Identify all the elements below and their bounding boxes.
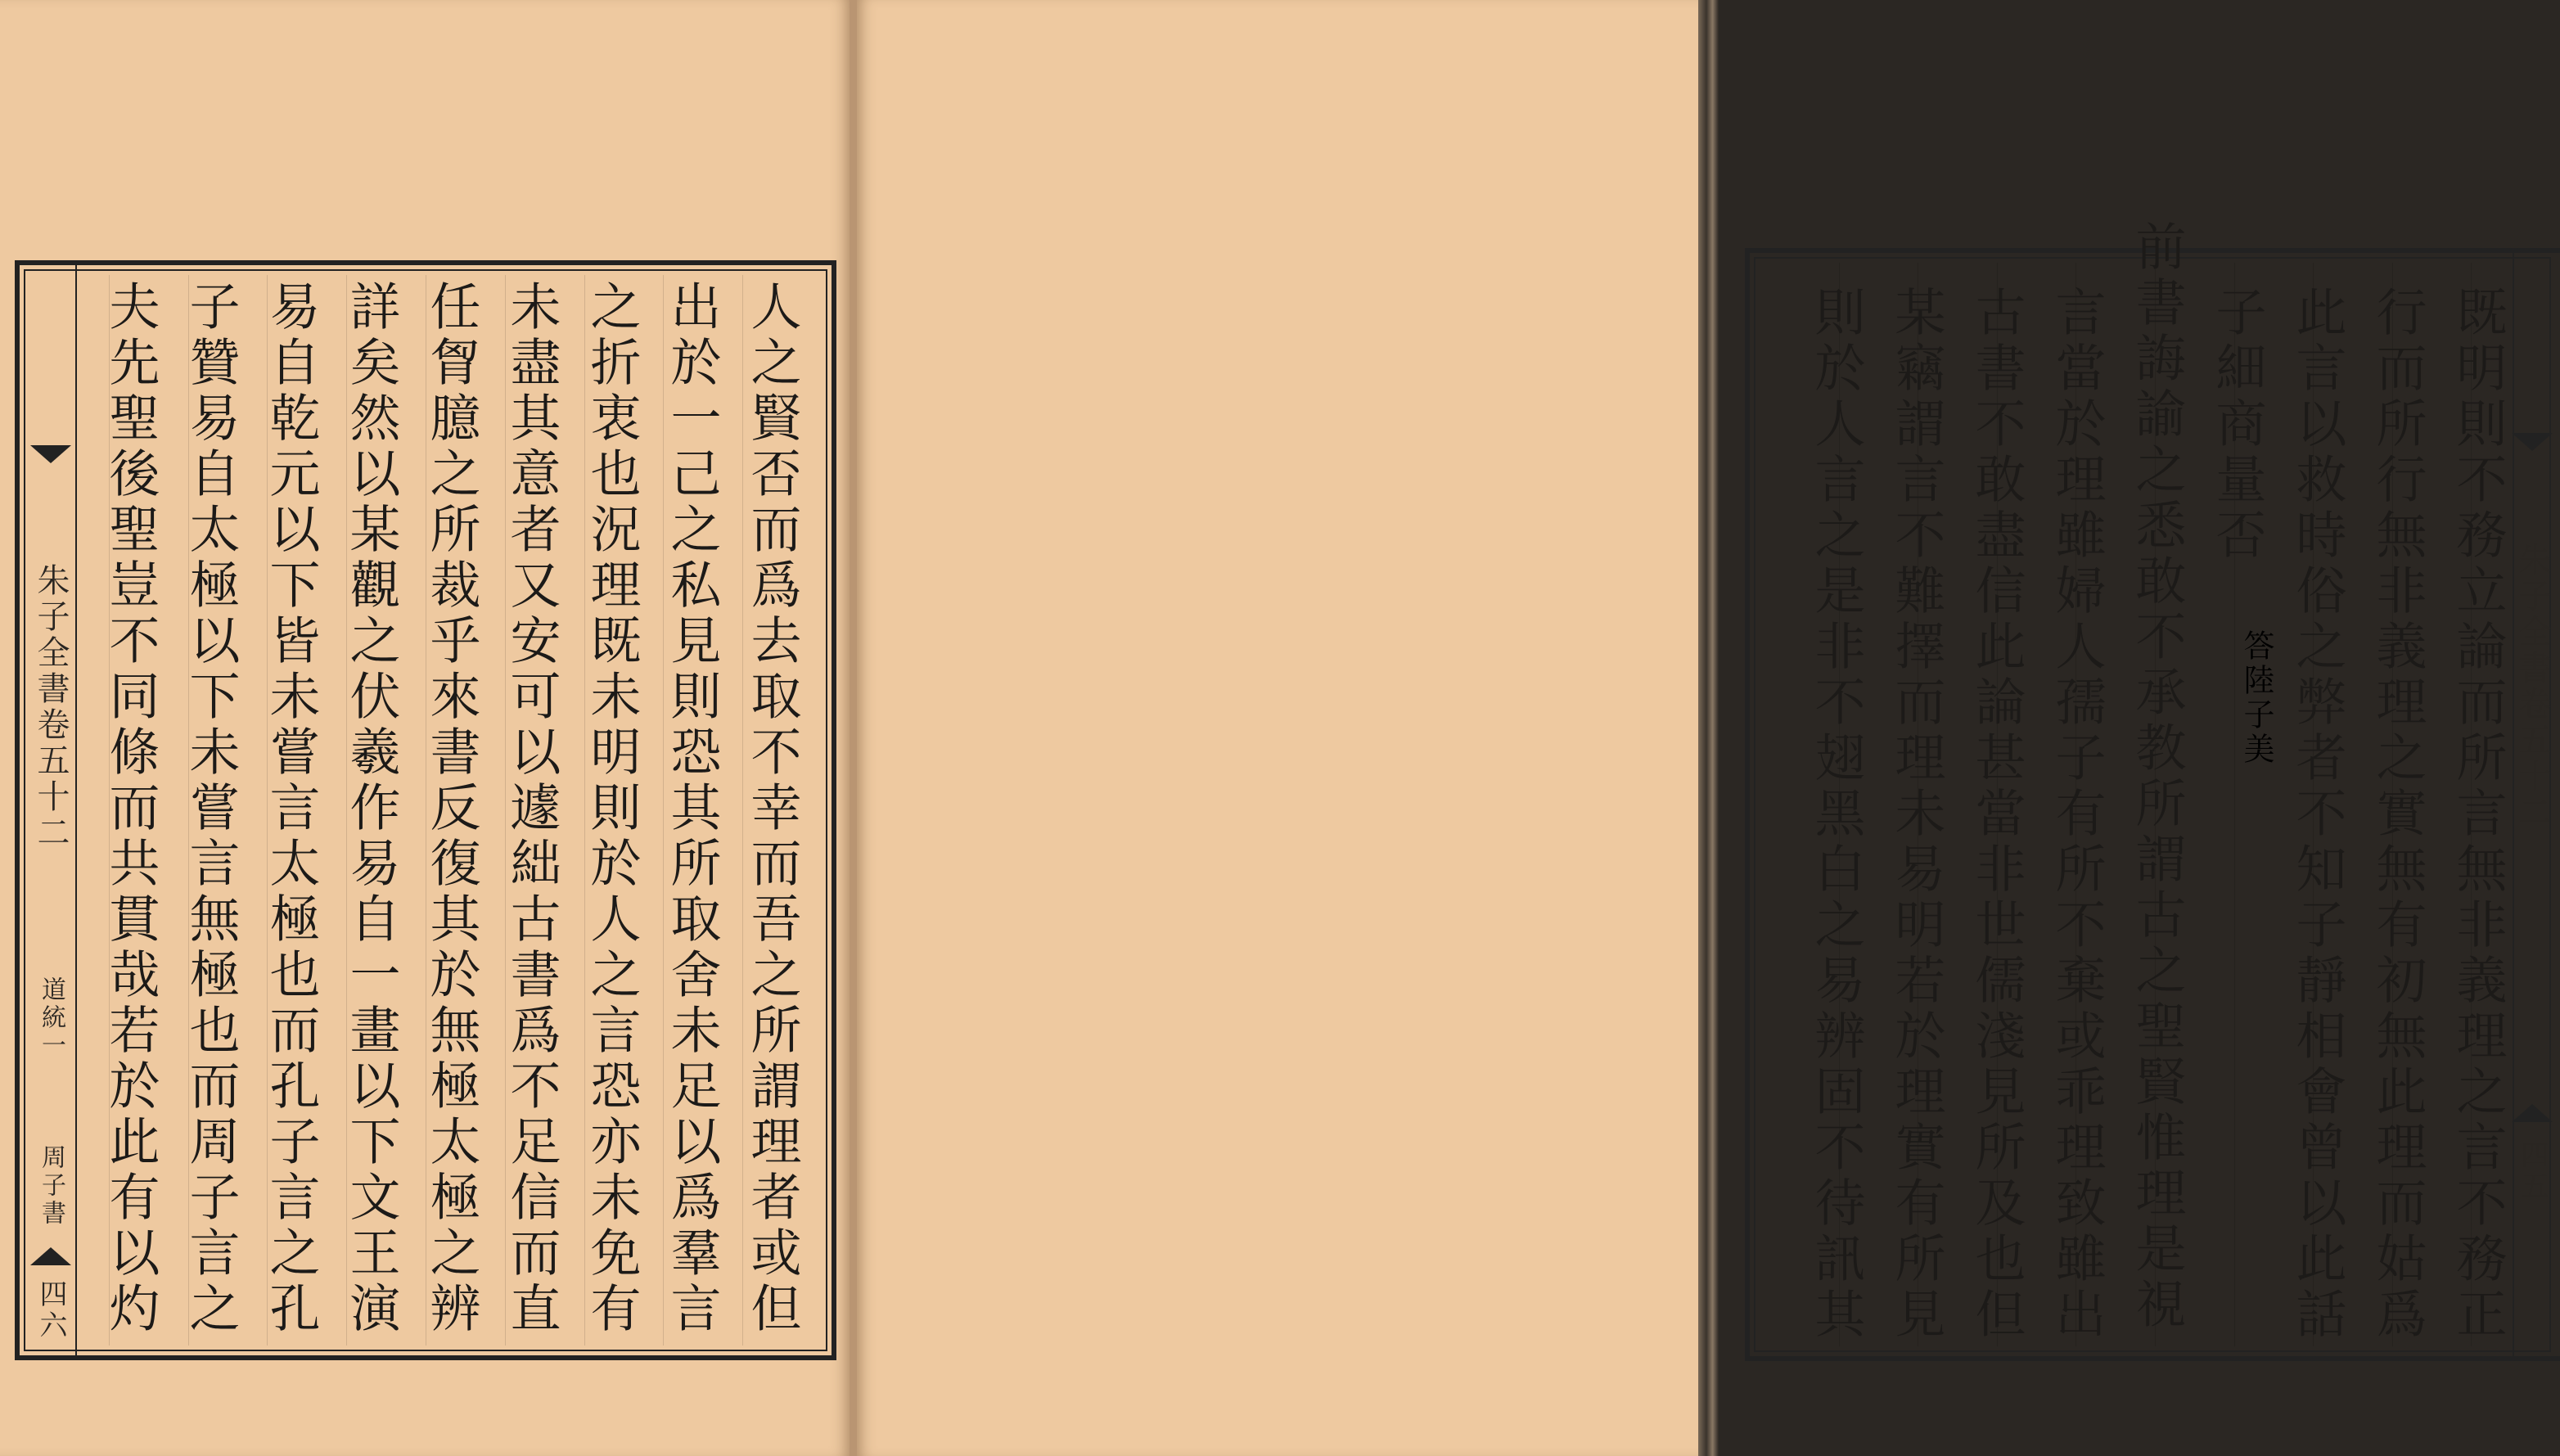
- banxin-subsection: 周子書: [37, 1144, 65, 1228]
- text-column-4: 未盡其意者又安可以遽絀古書爲不足信而直: [502, 280, 561, 1337]
- left-leaf: [0, 0, 850, 1456]
- fishtail-lower: [30, 1247, 71, 1265]
- banxin-title: 朱子全書卷五十二: [32, 563, 70, 851]
- text-column-7: 易自乾元以下皆未嘗言太極也而孔子言之孔: [261, 280, 321, 1337]
- banxin-section: 道統一: [37, 976, 65, 1060]
- text-column-2: 出於一己之私見則恐其所取舍未足以爲羣言: [662, 280, 722, 1337]
- text-column-5: 任胷臆之所裁乎來書反復其於無極太極之辨: [421, 280, 481, 1337]
- text-column-3: 之折衷也況理既未明則於人之言恐亦未免有: [582, 280, 642, 1337]
- banxin-title: 朱子全書卷五十二: [2513, 543, 2551, 831]
- fishtail-upper: [2512, 433, 2553, 451]
- text-column-2: 行而所行無非義理之實無有初無此理而姑爲: [2368, 286, 2427, 1343]
- banxin-page-number: 四六: [34, 1279, 67, 1341]
- banxin-page-number: 四五: [2516, 1140, 2549, 1202]
- text-column-5: 前書誨諭之悉敢不承教所謂古之聖賢惟理是視: [2127, 220, 2187, 1333]
- text-column-6: 詳矣然以某觀之伏羲作易自一畫以下文王演: [341, 280, 401, 1337]
- right-banxin: [2513, 253, 2550, 1356]
- text-column-7: 古書不敢盡信此論甚當非世儒淺見所及也但: [1967, 286, 2026, 1343]
- book-gutter: [850, 0, 857, 1456]
- text-column-4-note: 答陸子美: [2238, 629, 2274, 767]
- text-column-6: 言當於理雖婦人孺子有所不棄或乖理致雖出: [2047, 286, 2107, 1343]
- text-column-8: 某竊謂言不難擇而理未易明若於理實有所見: [1886, 286, 1946, 1343]
- text-column-4-main: 子細商量否: [2207, 286, 2267, 564]
- text-column-9: 夫先聖後聖豈不同條而共貫哉若於此有以灼: [101, 280, 160, 1337]
- text-column-1: 既明則不務立論而所言無非義理之言不務正: [2448, 286, 2508, 1343]
- right-leaf: [857, 0, 2551, 1456]
- text-column-8: 子贊易自太極以下未嘗言無極也而周子言之: [181, 280, 241, 1337]
- left-banxin: [26, 265, 77, 1355]
- fishtail-lower: [2512, 1104, 2553, 1122]
- text-column-9: 則於人言之是非不翅黑白之易辨固不待訊其: [1806, 286, 1866, 1343]
- book-fore-edge: [1698, 0, 1719, 1456]
- left-print-frame: [15, 260, 836, 1360]
- right-print-frame: [1745, 220, 2560, 1361]
- text-column-1: 人之賢否而爲去取不幸而吾之所謂理者或但: [742, 280, 802, 1337]
- text-column-3: 此言以救時俗之弊者不知子靜相會曾以此話: [2287, 286, 2347, 1343]
- fishtail-upper: [30, 445, 71, 463]
- text-column-4: [2205, 286, 2274, 1341]
